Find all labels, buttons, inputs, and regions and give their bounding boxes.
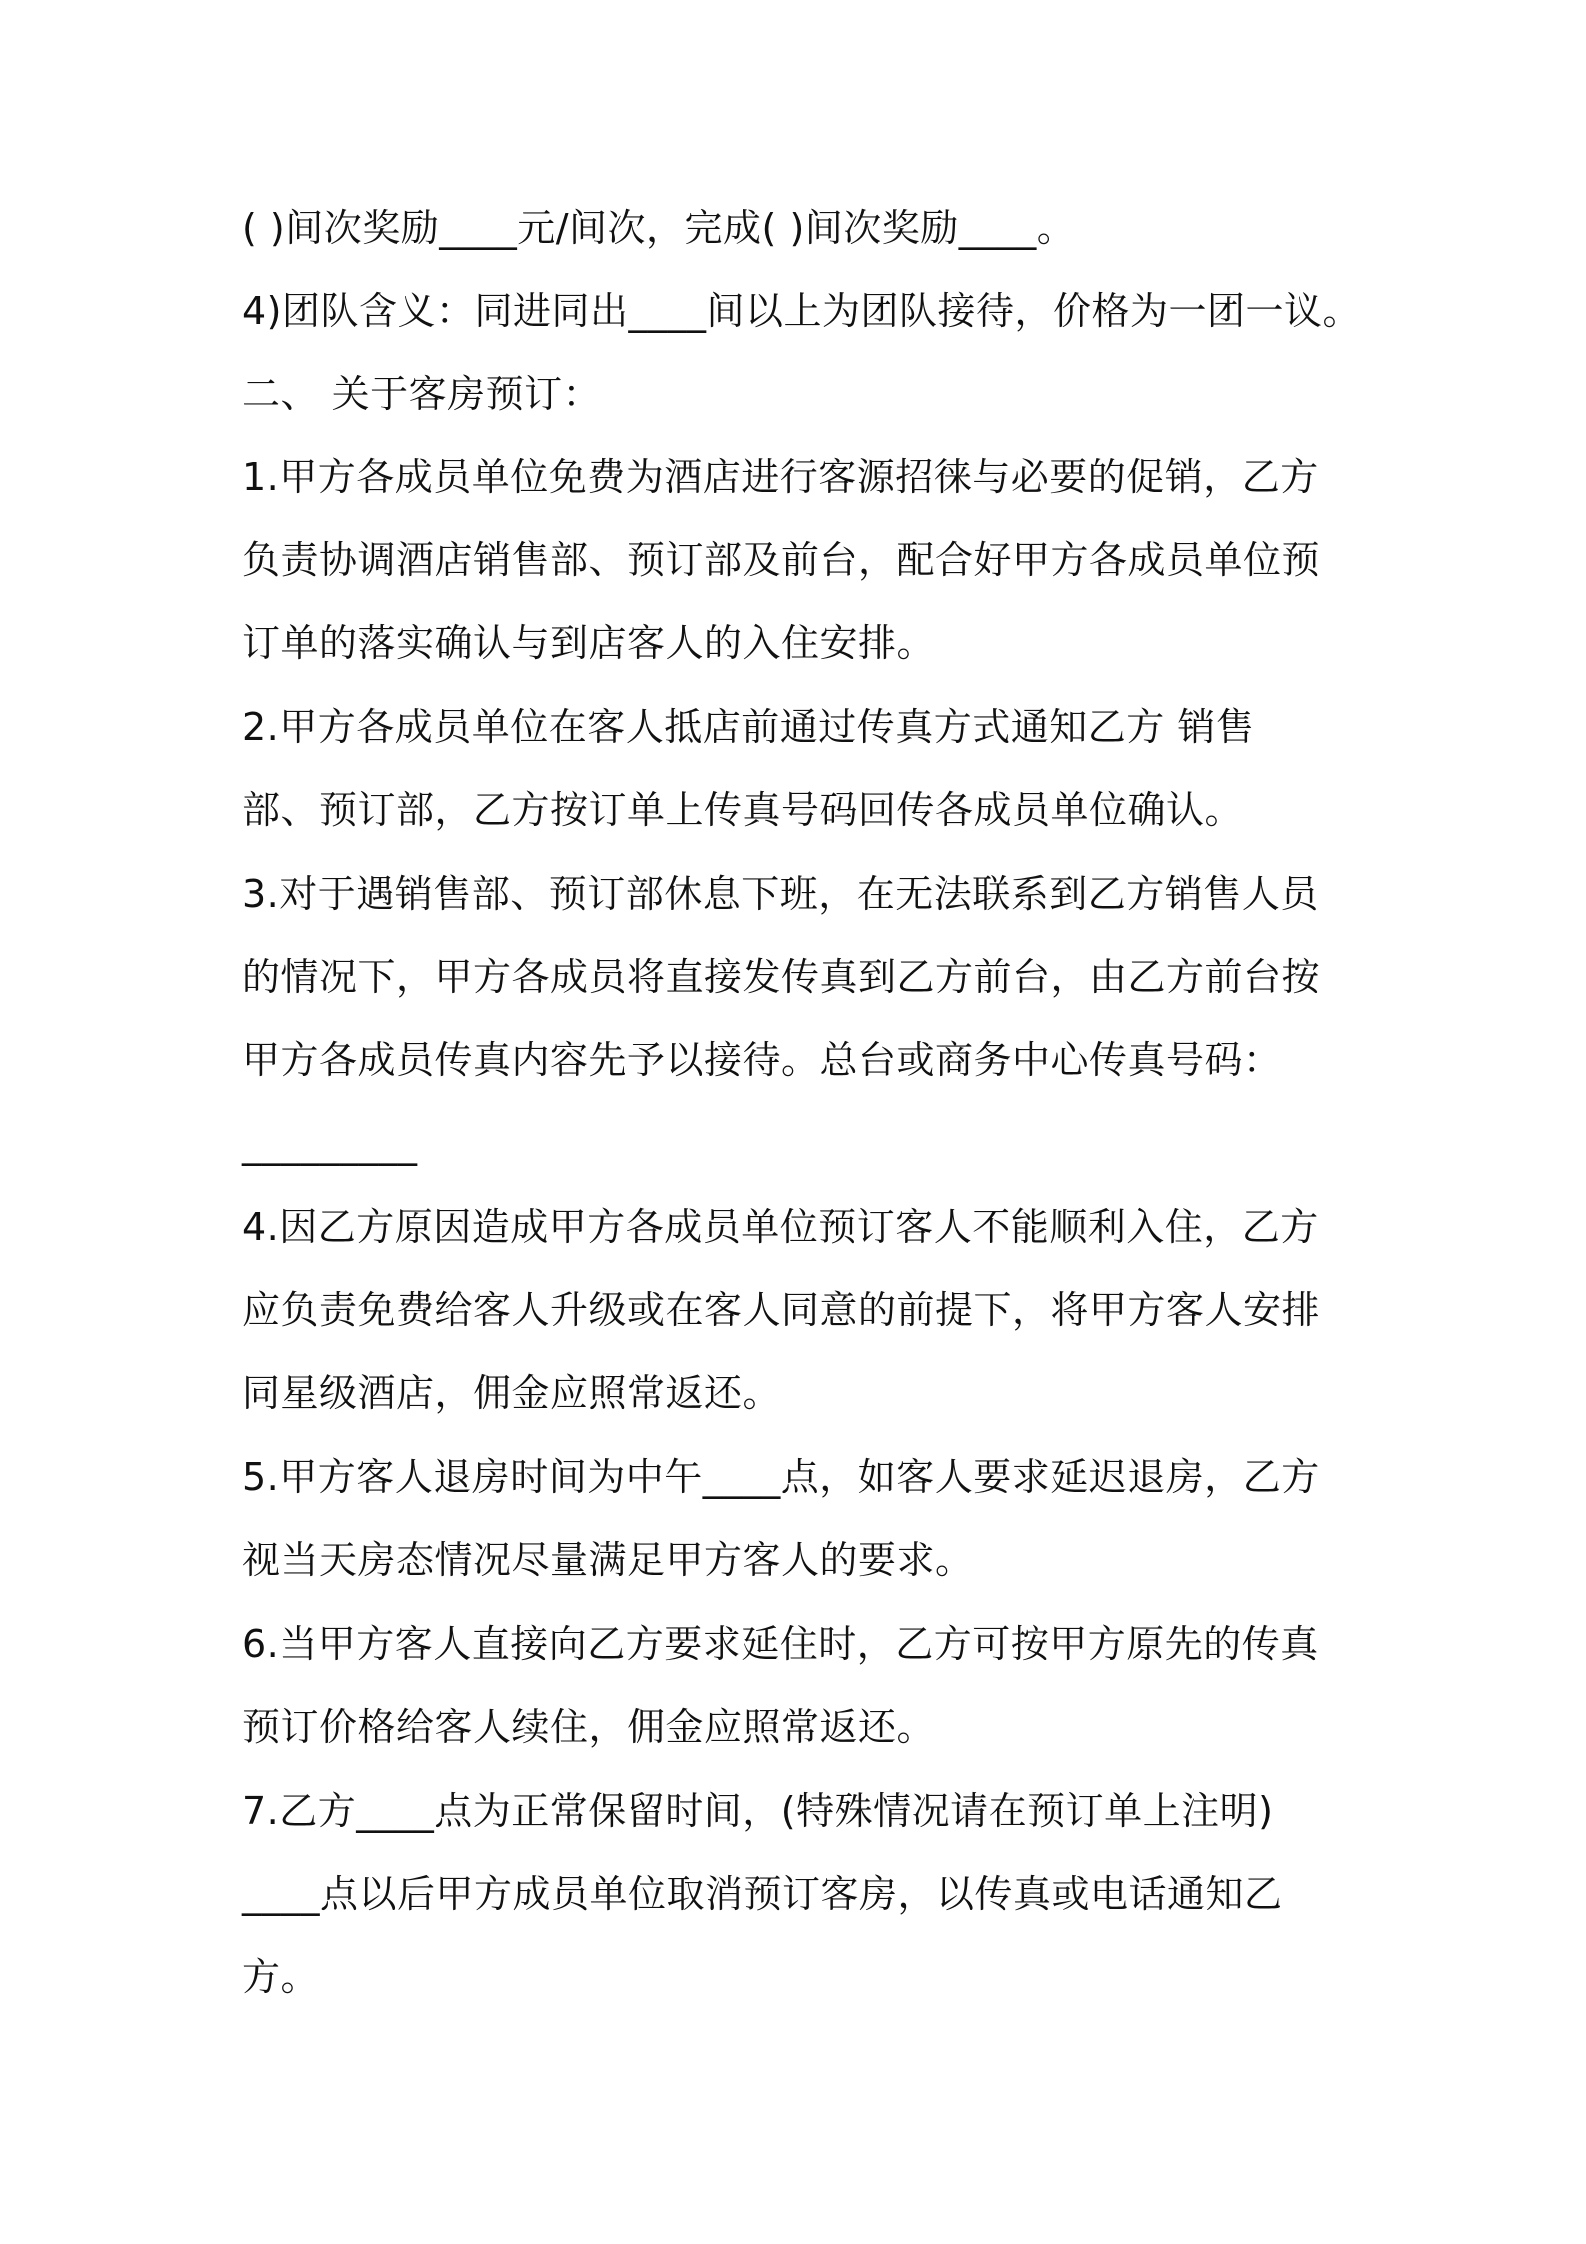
text-line-13: 4.因乙方原因造成甲方各成员单位预订客人不能顺利入住，乙方 <box>242 1205 1319 1249</box>
text-line-16: 5.甲方客人退房时间为中午____点，如客人要求延迟退房，乙方 <box>242 1455 1320 1499</box>
fax-number-blank: _________ <box>242 1122 418 1166</box>
text-line-5: 负责协调酒店销售部、预订部及前台，配合好甲方各成员单位预 <box>242 538 1321 582</box>
text-line-18: 6.当甲方客人直接向乙方要求延住时，乙方可按甲方原先的传真 <box>242 1622 1319 1666</box>
text-line-1: ( )间次奖励____元/间次，完成( )间次奖励____。 <box>242 206 1076 250</box>
text-line-22: 方。 <box>242 1955 320 1999</box>
text-line-6: 订单的落实确认与到店客人的入住安排。 <box>242 621 936 665</box>
text-line-15: 同星级酒店，佣金应照常返还。 <box>242 1371 782 1415</box>
text-line-19: 预订价格给客人续住，佣金应照常返还。 <box>242 1705 936 1749</box>
text-line-17: 视当天房态情况尽量满足甲方客人的要求。 <box>242 1538 974 1582</box>
section-heading: 二、 关于客房预订： <box>242 372 602 416</box>
text-line-8: 部、预订部，乙方按订单上传真号码回传各成员单位确认。 <box>242 788 1244 832</box>
text-line-14: 应负责免费给客人升级或在客人同意的前提下，将甲方客人安排 <box>242 1288 1321 1332</box>
text-line-7: 2.甲方各成员单位在客人抵店前通过传真方式通知乙方 销售 <box>242 705 1255 749</box>
text-line-4: 1.甲方各成员单位免费为酒店进行客源招徕与必要的促销，乙方 <box>242 455 1319 499</box>
text-line-11: 甲方各成员传真内容先予以接待。总台或商务中心传真号码： <box>242 1038 1282 1082</box>
text-line-9: 3.对于遇销售部、预订部休息下班，在无法联系到乙方销售人员 <box>242 872 1319 916</box>
text-line-10: 的情况下，甲方各成员将直接发传真到乙方前台，由乙方前台按 <box>242 955 1321 999</box>
text-line-20: 7.乙方____点为正常保留时间，(特殊情况请在预订单上注明) <box>242 1789 1274 1833</box>
text-line-21: ____点以后甲方成员单位取消预订客房，以传真或电话通知乙 <box>242 1872 1283 1916</box>
text-line-2: 4)团队含义：同进同出____间以上为团队接待，价格为一团一议。 <box>242 289 1362 333</box>
